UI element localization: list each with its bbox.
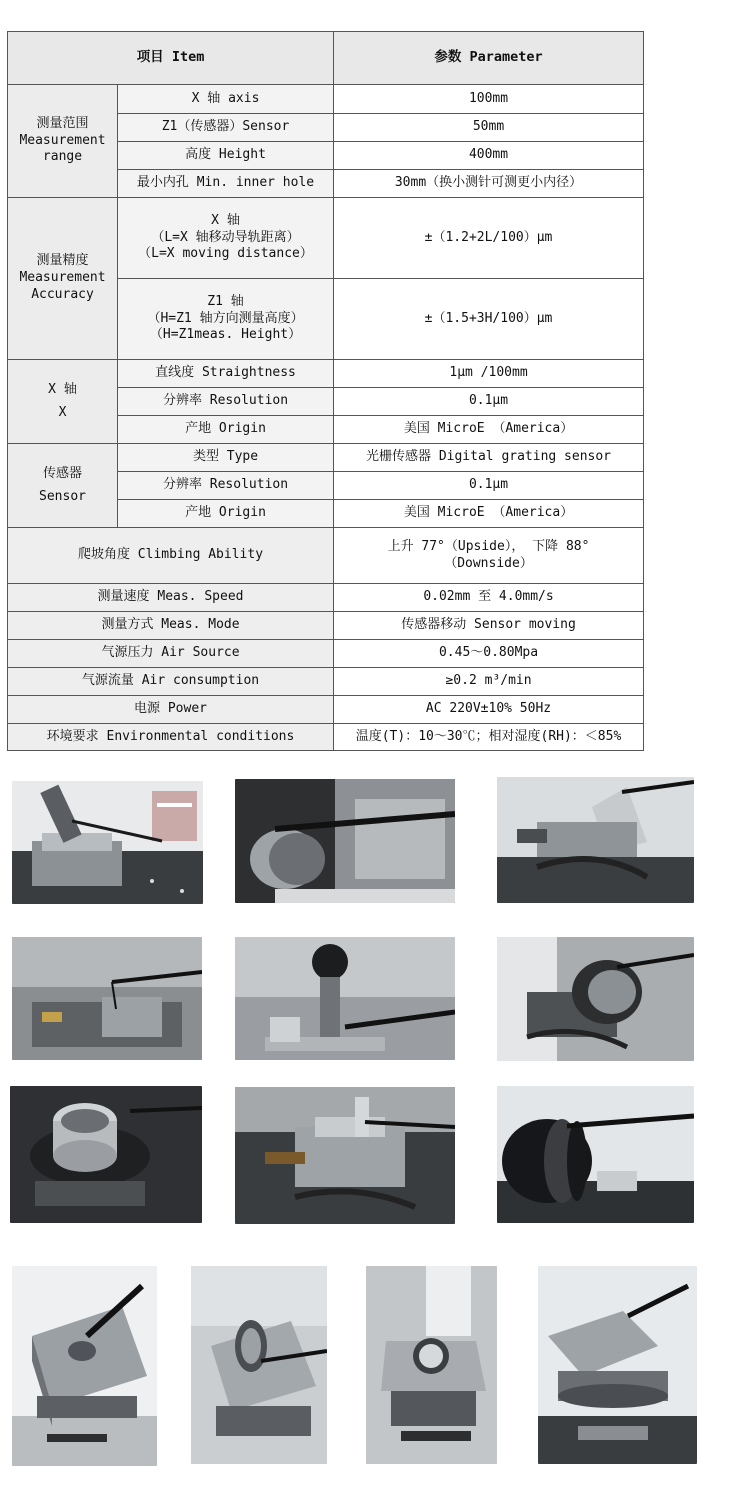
row-label: 爬坡角度 Climbing Ability (8, 528, 334, 584)
row-label: 电源 Power (8, 696, 334, 724)
row-label: 产地 Origin (118, 500, 334, 528)
row-value: 温度(T)：10～30℃；相对湿度(RH)：＜85% (334, 724, 644, 751)
tilting-vise-photo (538, 1266, 697, 1464)
row-value: 50mm (334, 114, 644, 142)
row-value: 30mm（换小测针可测更小内径） (334, 170, 644, 198)
group-measurement-accuracy: 测量精度 Measurement Accuracy (8, 198, 118, 360)
row-value: AC 220V±10% 50Hz (334, 696, 644, 724)
header-parameter: 参数 Parameter (334, 32, 644, 85)
ring-part-on-tilting-vise-photo (497, 937, 694, 1061)
vise-with-screw-photo (235, 1087, 455, 1224)
vise-on-bench-photo (12, 781, 203, 904)
row-value: 0.02mm 至 4.0mm/s (334, 584, 644, 612)
angle-fixture-photo-3 (366, 1266, 497, 1464)
table-row (8, 444, 644, 472)
row-label: 直线度 Straightness (118, 360, 334, 388)
row-value: 0.1μm (334, 472, 644, 500)
spec-table (7, 31, 644, 751)
row-label: 高度 Height (118, 142, 334, 170)
row-label: 测量速度 Meas. Speed (8, 584, 334, 612)
row-value: ±（1.5+3H/100）μm (334, 279, 644, 360)
table-row (8, 640, 644, 668)
table-row (8, 668, 644, 696)
row-label: Z1（传感器）Sensor (118, 114, 334, 142)
table-row (8, 85, 644, 114)
vise-with-probe-photo (12, 937, 202, 1060)
row-label: X 轴 （L=X 轴移动导轨距离） （L=X moving distance） (118, 198, 334, 279)
row-label: 测量方式 Meas. Mode (8, 612, 334, 640)
probe-arm-closeup-photo (235, 937, 455, 1060)
table-header-row (8, 32, 644, 85)
table-row (8, 198, 644, 279)
group-sensor: 传感器 Sensor (8, 444, 118, 528)
row-value: 1μm /100mm (334, 360, 644, 388)
row-label: 气源压力 Air Source (8, 640, 334, 668)
row-value: 0.1μm (334, 388, 644, 416)
dark-part-with-probe-photo (497, 1086, 694, 1223)
v-block-fixture-photo (497, 777, 694, 903)
row-value: 100mm (334, 85, 644, 114)
row-value: 美国 MicroE （America） (334, 500, 644, 528)
group-measurement-range: 测量范围 Measurement range (8, 85, 118, 198)
header-item: 项目 Item (8, 32, 334, 85)
row-label: 分辨率 Resolution (118, 472, 334, 500)
row-value: ±（1.2+2L/100）μm (334, 198, 644, 279)
table-row (8, 584, 644, 612)
row-value: 0.45～0.80Mpa (334, 640, 644, 668)
table-row (8, 360, 644, 388)
group-x-axis: X 轴 X (8, 360, 118, 444)
angle-fixture-photo-2 (191, 1266, 327, 1464)
bearing-on-rotary-table-photo (10, 1086, 202, 1223)
table-row (8, 696, 644, 724)
row-value: ≥0.2 m³/min (334, 668, 644, 696)
table-row (8, 724, 644, 751)
row-label: 环境要求 Environmental conditions (8, 724, 334, 751)
row-value: 光栅传感器 Digital grating sensor (334, 444, 644, 472)
row-value: 上升 77°（Upside）， 下降 88° （Downside） (334, 528, 644, 584)
row-label: Z1 轴 （H=Z1 轴方向测量高度） （H=Z1meas. Height） (118, 279, 334, 360)
row-value: 400mm (334, 142, 644, 170)
row-label: 气源流量 Air consumption (8, 668, 334, 696)
row-value: 传感器移动 Sensor moving (334, 612, 644, 640)
table-row (8, 612, 644, 640)
row-label: X 轴 axis (118, 85, 334, 114)
row-label: 最小内孔 Min. inner hole (118, 170, 334, 198)
row-label: 分辨率 Resolution (118, 388, 334, 416)
table-row (8, 528, 644, 584)
angle-fixture-photo-1 (12, 1266, 157, 1466)
row-label: 类型 Type (118, 444, 334, 472)
row-value: 美国 MicroE （America） (334, 416, 644, 444)
cylinder-in-vise-photo (235, 779, 455, 903)
row-label: 产地 Origin (118, 416, 334, 444)
